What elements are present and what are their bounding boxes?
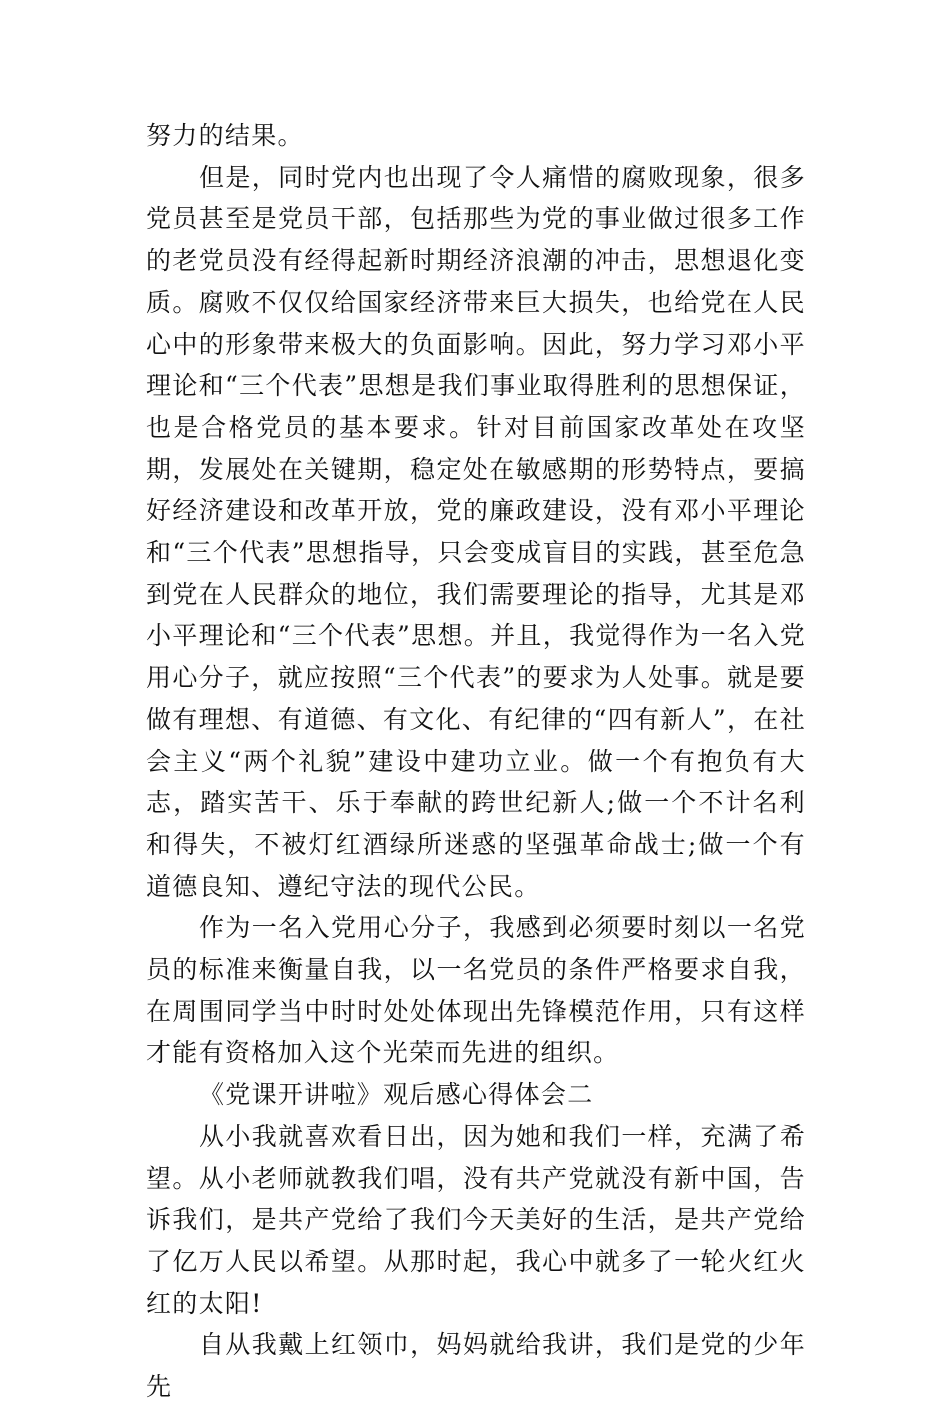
- paragraph-corruption: 但是，同时党内也出现了令人痛惜的腐败现象，很多党员甚至是党员干部，包括那些为党的事业做过很多工作的老党员没有经得起新时期经济浪潮的冲击，思想退化变质。腐败不仅仅给国家经济带来巨大损失，也给党在人民心中的形象带来极大的负面影响。因此，努力学习邓小平理论和“三个代表”思想是我们事业取得胜利的思想保证，也是合格党员的基本要求。针对目前国家改革处在攻坚期，发展处在关键期，稳定处在敏感期的形势特点，要搞好经济建设和改革开放，党的廉政建设，没有邓小平理论和“三个代表”思想指导，只会变成盲目的实践，甚至危急到党在人民群众的地位，我们需要理论的指导，尤其是邓小平理论和“三个代表”思想。并且，我觉得作为一名入党用心分子，就应按照“三个代表”的要求为人处事。就是要做有理想、有道德、有文化、有纪律的“四有新人”，在社会主义“两个礼貌”建设中建功立业。做一个有抱负有大志，踏实苦干、乐于奉献的跨世纪新人;做一个不计名利和得失，不被灯红酒绿所迷惑的坚强革命战士;做一个有道德良知、遵纪守法的现代公民。: [146, 162, 806, 901]
- section-heading: 《党课开讲啦》观后感心得体会二: [199, 1080, 594, 1110]
- paragraph-continuation: 努力的结果。: [146, 121, 304, 150]
- document-page: [146, 115, 806, 1408]
- paragraph-red-scarf: 自从我戴上红领巾，妈妈就给我讲，我们是党的少年先: [146, 1330, 806, 1402]
- paragraph-activist: 作为一名入党用心分子，我感到必须要时刻以一名党员的标准来衡量自我，以一名党员的条件严格要求自我，在周围同学当中时时处处体现出先锋模范作用，只有这样才能有资格加入这个光荣而先进的组织。: [146, 913, 806, 1068]
- paragraph-sunrise: 从小我就喜欢看日出，因为她和我们一样，充满了希望。从小老师就教我们唱，没有共产党就没有新中国，告诉我们，是共产党给了我们今天美好的生活，是共产党给了亿万人民以希望。从那时起，我心中就多了一轮火红火红的太阳!: [146, 1121, 806, 1318]
